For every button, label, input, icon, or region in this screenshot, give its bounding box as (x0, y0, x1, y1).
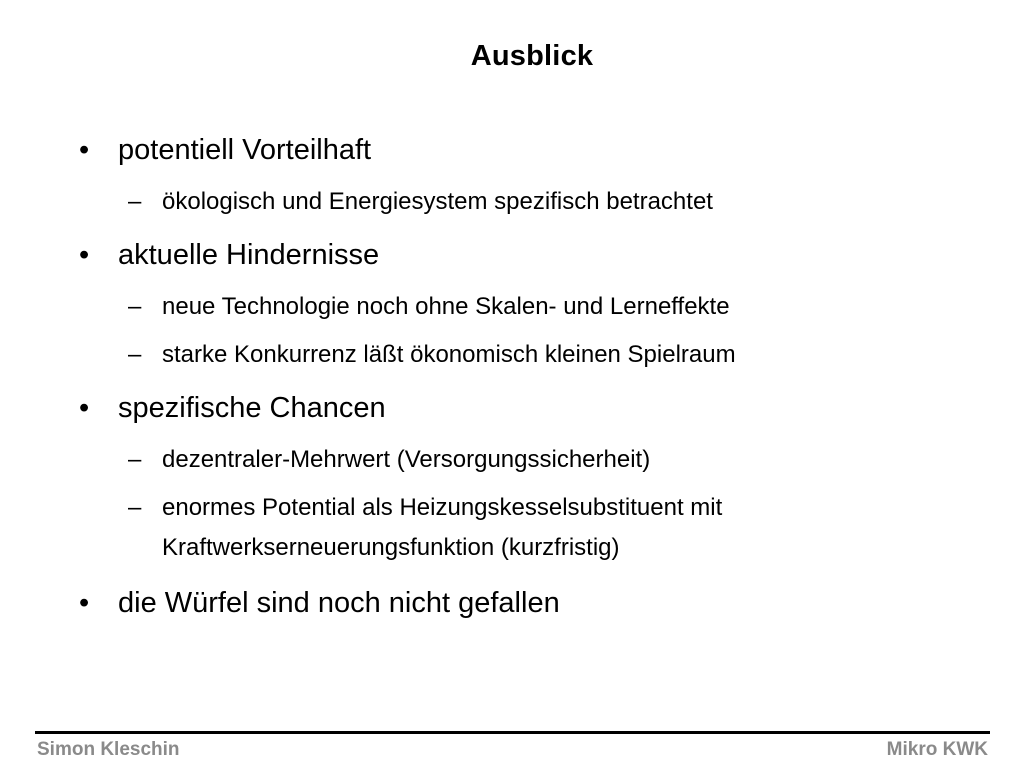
bullet-marker: • (79, 239, 90, 271)
bullet-text: spezifische Chancen (118, 392, 386, 424)
sub-bullet-text: dezentraler-Mehrwert (Versorgungssicherheit) (162, 446, 651, 473)
sub-bullet-marker: – (128, 341, 142, 368)
sub-bullet-marker: – (128, 494, 142, 521)
bullet-text: die Würfel sind noch nicht gefallen (118, 587, 560, 619)
bullet-text: potentiell Vorteilhaft (118, 134, 372, 166)
sub-bullet-text: starke Konkurrenz läßt ökonomisch kleinen Spielraum (162, 341, 736, 368)
slide-title: Ausblick (470, 40, 594, 72)
footer-author: Simon Kleschin (37, 739, 180, 760)
sub-bullet-text: ökologisch und Energiesystem spezifisch betrachtet (162, 188, 713, 215)
bullet-marker: • (79, 587, 90, 619)
bullet-text: aktuelle Hindernisse (118, 239, 380, 271)
sub-bullet-marker: – (128, 446, 142, 473)
sub-bullet-marker: – (128, 188, 142, 215)
footer-divider (35, 731, 990, 734)
sub-bullet-marker: – (128, 293, 142, 320)
sub-bullet-text: enormes Potential als Heizungskesselsubstituent mit Kraftwerkserneuerungsfunktion (kurzfristig) (162, 494, 723, 561)
sub-bullet-text: neue Technologie noch ohne Skalen- und Lerneffekte (162, 293, 730, 320)
footer-topic: Mikro KWK (886, 739, 988, 760)
bullet-marker: • (79, 134, 90, 166)
bullet-marker: • (79, 392, 90, 424)
